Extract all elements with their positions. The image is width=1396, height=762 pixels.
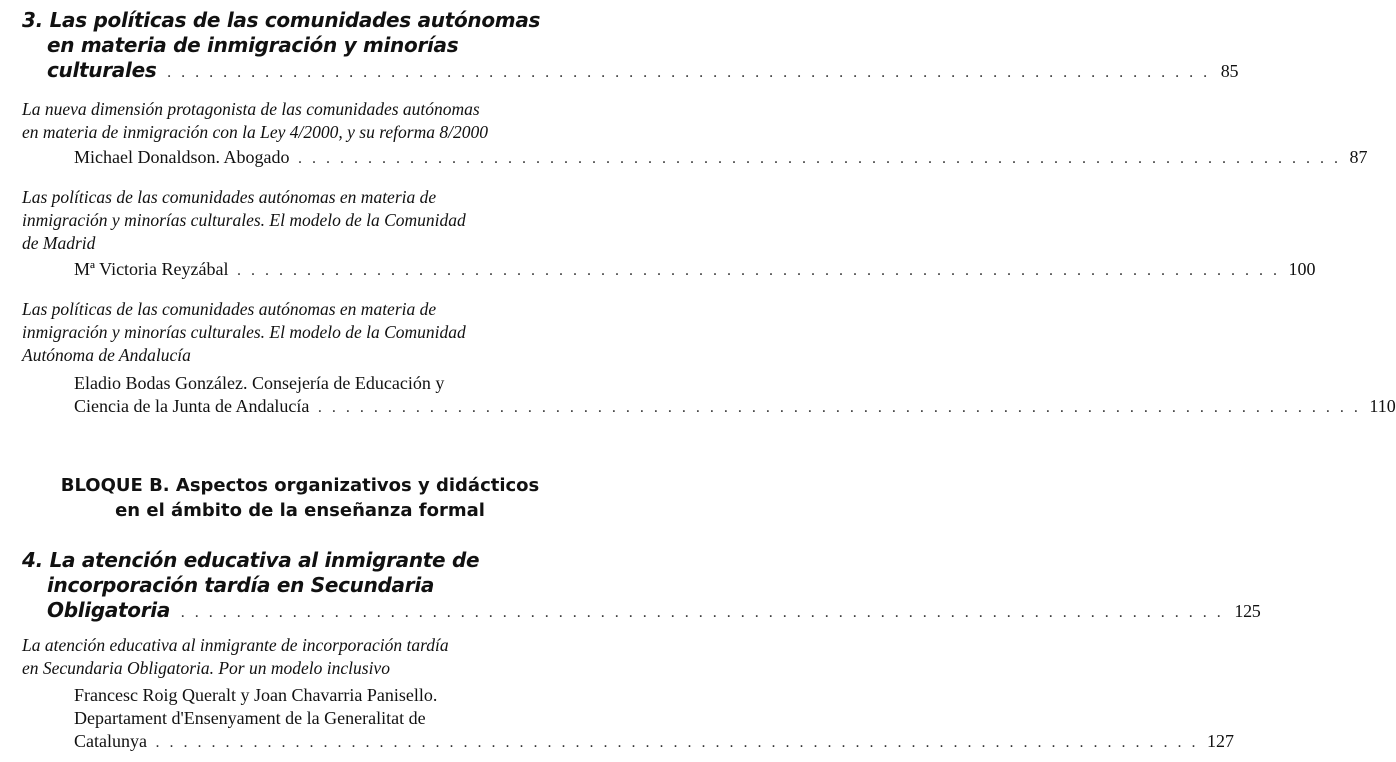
article-4-author-line-1: Francesc Roig Queralt y Joan Chavarria Panisello. <box>74 685 438 705</box>
chapter-3-title-line-3 <box>22 58 1239 85</box>
article-4-author-line-3 <box>74 730 1234 754</box>
dot-leader <box>155 734 1198 751</box>
article-1-author-name: Michael Donaldson. Abogado <box>74 147 290 167</box>
article-1-title-line-1: La nueva dimensión protagonista de las comunidades autónomas <box>22 99 480 119</box>
article-2-author-name: Mª Victoria Reyzábal <box>74 259 229 279</box>
chapter-4-heading <box>22 548 1261 625</box>
article-3-title <box>22 298 580 367</box>
article-3-title-line-1: Las políticas de las comunidades autónomas en materia de <box>22 299 437 319</box>
article-4-title-line-1: La atención educativa al inmigrante de incorporación tardía <box>22 635 449 655</box>
chapter-4-title-line-1: 4. La atención educativa al inmigrante de <box>22 548 480 572</box>
article-4-author <box>74 684 1234 754</box>
chapter-4-title-line-3 <box>22 598 1261 625</box>
dot-leader <box>298 150 1341 167</box>
block-b-line-1: BLOQUE B. Aspectos organizativos y didácticos <box>60 475 540 496</box>
article-3-author-line-1: Eladio Bodas González. Consejería de Educación y <box>74 373 445 393</box>
article-1-title <box>22 98 580 144</box>
article-3-author-affiliation-end: Ciencia de la Junta de Andalucía <box>74 396 310 416</box>
article-1-title-line-2: en materia de inmigración con la Ley 4/2000, y su reforma 8/2000 <box>22 122 488 142</box>
chapter-4-page-number: 125 <box>1234 601 1261 621</box>
chapter-3-heading <box>22 8 1239 85</box>
article-1-author-line <box>74 146 1368 170</box>
article-4-title-line-2: en Secundaria Obligatoria. Por un modelo inclusivo <box>22 658 390 678</box>
chapter-3-page-number: 85 <box>1220 61 1239 81</box>
chapter-3-title-line-1: 3. Las políticas de las comunidades autónomas <box>22 8 541 32</box>
article-1-author <box>74 146 1368 170</box>
chapter-4-title-line-2: incorporación tardía en Secundaria <box>47 573 435 597</box>
chapter-3-title-line-2: en materia de inmigración y minorías <box>47 33 459 57</box>
dot-leader <box>237 262 1280 279</box>
article-2-author <box>74 258 1316 282</box>
article-4-title <box>22 634 580 680</box>
article-4-author-affiliation-end: Catalunya <box>74 731 147 751</box>
dot-leader <box>167 64 1210 81</box>
block-b-line-2: en el ámbito de la enseñanza formal <box>115 500 485 521</box>
article-4-author-line-2: Departament d'Ensenyament de la Generalitat de <box>74 708 426 728</box>
article-3-page-number: 110 <box>1369 396 1396 416</box>
article-4-page-number: 127 <box>1206 731 1234 751</box>
dot-leader <box>318 399 1361 416</box>
article-2-title <box>22 186 580 255</box>
chapter-4-title-end: Obligatoria <box>47 598 171 622</box>
block-b-heading <box>20 473 580 523</box>
article-2-title-line-3: de Madrid <box>22 233 96 253</box>
article-3-title-line-3: Autónoma de Andalucía <box>22 345 191 365</box>
article-2-title-line-1: Las políticas de las comunidades autónomas en materia de <box>22 187 437 207</box>
article-3-title-line-2: inmigración y minorías culturales. El modelo de la Comunidad <box>22 322 466 342</box>
article-3-author <box>74 372 1396 419</box>
article-3-author-line-2 <box>74 395 1396 419</box>
chapter-3-title-end: culturales <box>47 58 157 82</box>
article-2-page-number: 100 <box>1288 259 1316 279</box>
article-2-author-line <box>74 258 1316 282</box>
article-2-title-line-2: inmigración y minorías culturales. El modelo de la Comunidad <box>22 210 466 230</box>
dot-leader <box>181 604 1224 621</box>
article-1-page-number: 87 <box>1349 147 1368 167</box>
